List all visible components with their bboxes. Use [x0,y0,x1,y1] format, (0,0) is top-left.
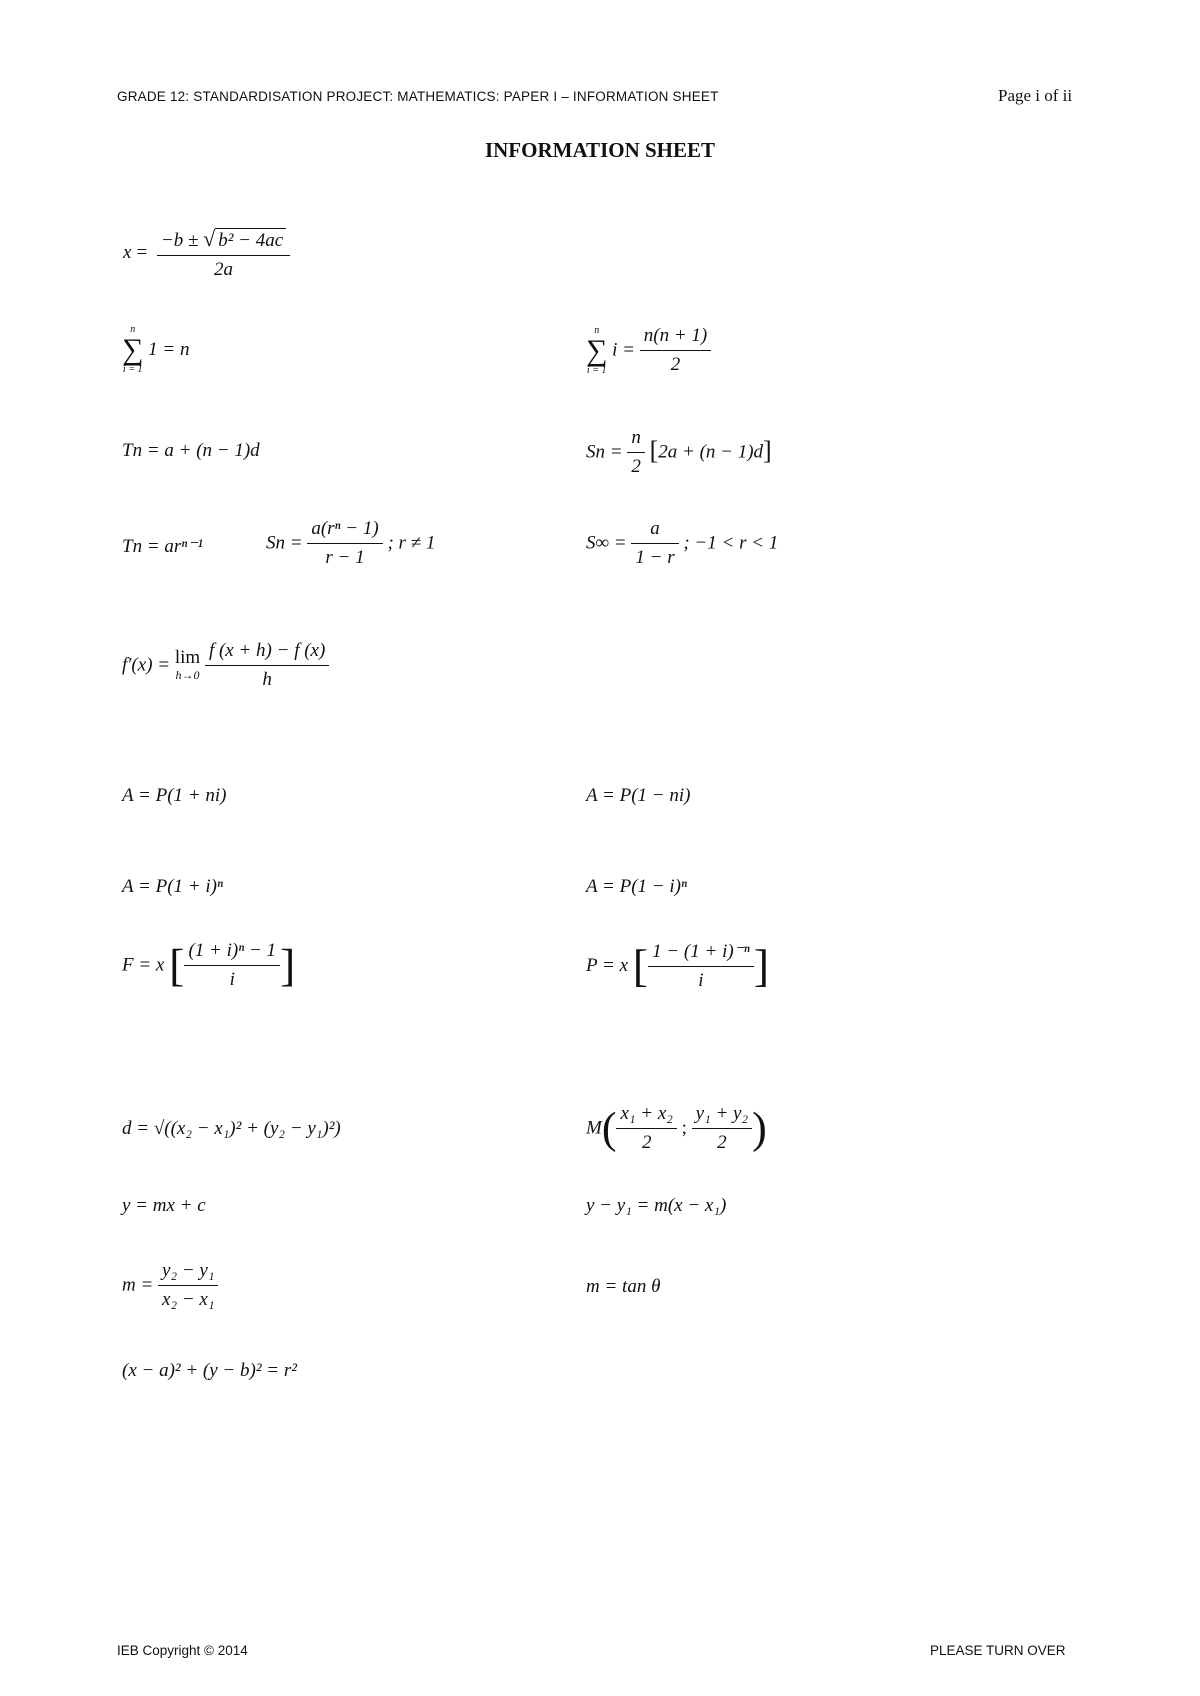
gradient-formula [122,1260,218,1311]
midpoint-lhs: M [586,1117,602,1139]
sum-one-body: 1 = n [148,339,190,360]
footer-copyright: IEB Copyright © 2014 [117,1643,248,1658]
circle-equation: (x − a)² + (y − b)² = r² [122,1360,297,1381]
footer-turn-over: PLEASE TURN OVER [930,1643,1066,1658]
derivative-den: h [262,669,272,690]
derivative-definition [122,640,329,691]
sum-of-ones: n ∑ i = 1 1 = n [122,324,190,375]
geo-sum-lhs: Sn = [266,532,303,554]
straight-line-equation: y = mx + c [122,1195,206,1216]
sum-upper: n [130,324,136,335]
arith-sum-num: n [627,427,645,453]
arith-sum-rhs: 2a + (n − 1)d [658,441,764,463]
present-value-den: i [698,970,704,991]
page-number: Page i of ii [998,86,1073,105]
future-value-annuity: F = x [ $\frac{\text{(1 + i)ⁿ − 1}}{i}$ ] [122,939,296,991]
geo-inf-condition: ; −1 < r < 1 [683,532,779,554]
sum-i-body: i = [612,339,635,361]
quadratic-fraction: $\frac{\text{−b ± √ b² − 4ac}}{2a}$ [157,226,290,281]
midpoint-num-x: x₁ + x₂ [616,1103,676,1129]
sum-lower: i = 1 [586,364,607,376]
quadratic-den: 2a [214,259,234,280]
future-value-lhs: F = x [122,954,165,976]
present-value-lhs: P = x [586,955,629,976]
midpoint-den-x: 2 [641,1132,652,1153]
limit-word: lim [174,647,201,669]
geometric-infinite-sum [586,518,778,569]
header-left: GRADE 12: STANDARDISATION PROJECT: MATHEMATICS: PAPER I – INFORMATION SHEET [117,89,719,104]
geo-sum-num: a(rⁿ − 1) [307,518,382,544]
sum-i-den: 2 [670,354,681,375]
sum-of-i: n ∑ i = 1 i = $\frac{n(n + 1)}{2}$ [586,325,711,376]
midpoint-formula: M( $\frac{\text{x₁ + x₂}}{2}$ ; $\frac{\text{y₁ + y₂}}{2}$ ) [586,1103,767,1153]
gradient-lhs: m = [122,1274,154,1296]
geo-inf-lhs: S∞ = [586,532,627,554]
gradient-den: x₂ − x₁ [162,1289,215,1310]
geo-sum-condition: ; r ≠ 1 [387,532,436,554]
midpoint-den-y: 2 [717,1132,727,1153]
gradient-num: y₂ − y₁ [158,1260,218,1286]
sum-lower: i = 1 [122,364,143,375]
geo-inf-den: 1 − r [635,547,675,568]
derivative-num: f (x + h) − f (x) [205,640,329,666]
arithmetic-term: Tn = a + (n − 1)d [122,440,260,461]
future-value-den: i [229,969,235,990]
geometric-sum [266,518,435,569]
point-slope-equation: y − y₁ = m(x − x₁) [586,1195,727,1216]
quadratic-lhs: x [123,241,132,263]
future-value-num: (1 + i)ⁿ − 1 [184,940,280,966]
inclination-formula: m = tan θ [586,1276,661,1297]
geometric-term: Tn = arⁿ⁻¹ [122,536,203,557]
geo-sum-den: r − 1 [325,547,365,568]
distance-formula: d = √((x₂ − x₁)² + (y₂ − y₁)²) [122,1118,341,1139]
simple-depreciation: A = P(1 − ni) [586,785,691,806]
present-value-annuity: P = x [ $\frac{\text{1 − (1 + i)⁻ⁿ}}{i}$ ] [586,940,770,991]
quadratic-formula: x = $\frac{\text{−b ± √ b² − 4ac}}{2a}$ [123,226,290,281]
midpoint-separator: ; [681,1117,687,1139]
sum-upper: n [594,324,600,336]
geo-inf-num: a [631,518,678,544]
compound-depreciation: A = P(1 − i)ⁿ [586,876,687,897]
quadratic-radicand: b² − 4ac [215,228,286,252]
quadratic-num: −b ± [160,230,199,251]
derivative-lhs: f′(x) = [122,654,171,676]
limit-subscript: h→0 [175,668,200,683]
midpoint-num-y: y₁ + y₂ [692,1103,752,1129]
simple-interest: A = P(1 + ni) [122,785,227,806]
arith-sum-den: 2 [631,456,641,477]
arithmetic-sum: Sn = $\frac{n}{2}$ [2a + (n − 1)d] [586,427,772,477]
present-value-num: 1 − (1 + i)⁻ⁿ [648,940,754,967]
arith-sum-lhs: Sn = [586,441,623,463]
page-title: INFORMATION SHEET [484,138,716,162]
compound-interest: A = P(1 + i)ⁿ [122,876,223,897]
sum-i-num: n(n + 1) [640,325,711,351]
